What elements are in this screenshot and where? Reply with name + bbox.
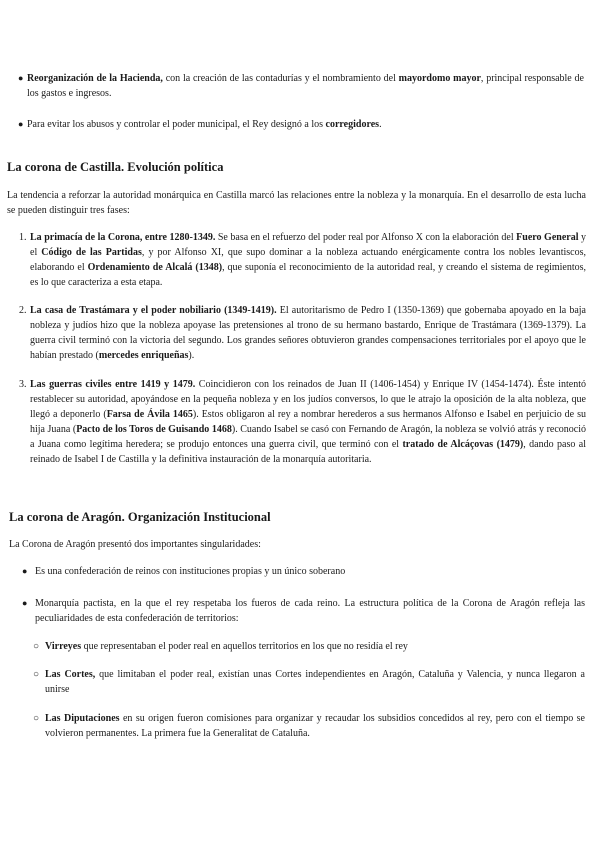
phase-text: La casa de Trastámara y el poder nobiliario (1349-1419). El autoritarismo de Pedro I (1350-1369) que gobernaba apoyado en la baja nobleza y judíos hizo que la nobleza apoyase las pretensiones al trono de su hermano bastardo, Enrique de Trastámara (1369-1379). La guerra civil terminó con la victoria del segundo. Los grandes señores obtuvieron grandes compensaciones territoriales por el apoyo que le habían prestado (mercedes enriqueñas).: [30, 305, 586, 361]
circle-bullet-icon: ○: [33, 669, 40, 680]
bullet-icon: ●: [22, 598, 28, 608]
phase-item-1: [19, 230, 586, 290]
sub-item-text: Virreyes que representaban el poder real en aquellos territorios en los que no residía el rey: [45, 641, 408, 652]
phase-text: La primacía de la Corona, entre 1280-1349. Se basa en el refuerzo del poder real por Alfonso X con la elaboración del Fuero General y el Código de las Partidas, y por Alfonso XI, que supo dominar a la nobleza actuando enérgicamente contra los nobles levantiscos, elaborando el Ordenamiento de Alcalá (1348), que suponía el reconocimiento de la autoridad real, y creando el sistema de regimientos, es lo que caracteriza a esta etapa.: [30, 232, 587, 288]
phase-number: 3.: [19, 379, 27, 390]
list-item-hacienda: [18, 71, 584, 101]
list-item-corregidores: [18, 117, 584, 132]
phase-number: 2.: [19, 305, 27, 316]
list-item-text: Para evitar los abusos y controlar el poder municipal, el Rey designó a los corregidores.: [27, 119, 382, 130]
circle-bullet-icon: ○: [33, 641, 40, 652]
bullet-icon: ●: [22, 566, 28, 576]
sub-item-diputaciones: [33, 711, 585, 741]
list-item-confederacion: [22, 564, 585, 579]
sub-item-text: Las Diputaciones en su origen fueron comisiones para organizar y recaudar los subsidios concedidos al rey, pero con el tiempo se volvieron permanentes. La primera fue la Generalitat de Cataluña.: [45, 713, 585, 739]
bullet-icon: ●: [18, 73, 24, 83]
phase-item-2: [19, 303, 586, 363]
section-heading-castilla: La corona de Castilla. Evolución política: [7, 160, 224, 174]
sub-item-cortes: [33, 667, 585, 697]
phase-item-3: [19, 377, 586, 467]
circle-bullet-icon: ○: [33, 713, 40, 724]
bullet-icon: ●: [18, 119, 24, 129]
list-item-pactista: [22, 596, 585, 626]
sub-item-text: Las Cortes, que limitaban el poder real, existían unas Cortes independientes en Aragón, Cataluña y Valencia, y nunca llegaron a unirse: [45, 669, 585, 695]
sub-item-virreyes: [33, 639, 585, 654]
list-item-text: Es una confederación de reinos con instituciones propias y un único soberano: [35, 566, 346, 577]
phase-text: Las guerras civiles entre 1419 y 1479. Coincidieron con los reinados de Juan II (1406-1454) y Enrique IV (1454-1474). Éste intentó restablecer su autoridad, apoyándose en la pequeña nobleza y en los judíos conversos, lo que le atrajo la oposición de la alta nobleza, que llegó a deponerlo (Farsa de Ávila 1465). Estos obligaron al rey a nombrar herederos a sus hermanos Alfonso e Isabel en perjuicio de su hija Juana (Pacto de los Toros de Guisando 1468). Cuando Isabel se casó con Fernando de Aragón, la nobleza se volvió atrás y reconoció a Juana como legítima heredera; se produjo entonces una guerra civil, que terminó con el tratado de Alcáçovas (1479), dando paso al reinado de Isabel I de Castilla y la definitiva instauración de la monarquía autoritaria.: [30, 379, 587, 465]
aragon-intro: La Corona de Aragón presentó dos importantes singularidades:: [9, 539, 261, 550]
phase-number: 1.: [19, 232, 27, 243]
list-item-text: Reorganización de la Hacienda, con la creación de las contadurías y el nombramiento del mayordomo mayor, principal responsable de los gastos e ingresos.: [27, 73, 584, 99]
section-heading-aragon: La corona de Aragón. Organización Institucional: [9, 510, 271, 524]
list-item-text: Monarquía pactista, en la que el rey respetaba los fueros de cada reino. La estructura política de la Corona de Aragón refleja las peculiaridades de esta confederación de territorios:: [35, 598, 585, 624]
castilla-intro: La tendencia a reforzar la autoridad monárquica en Castilla marcó las relaciones entre la nobleza y la monarquía. En el desarrollo de esta lucha se pueden distinguir tres fases:: [7, 190, 586, 216]
